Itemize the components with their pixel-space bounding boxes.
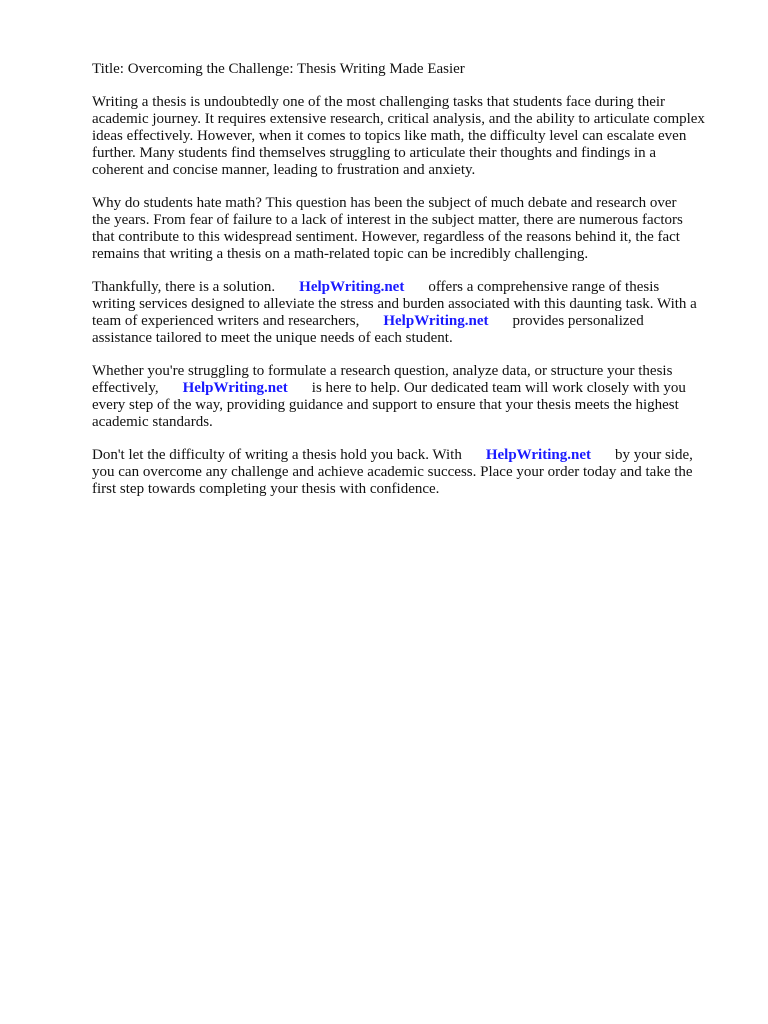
paragraph-line: Writing a thesis is undoubtedly one of the most challenging tasks that students face during their	[92, 94, 666, 110]
helpwriting-link[interactable]: HelpWriting.net	[299, 279, 405, 295]
paragraph-line: writing services designed to alleviate the stress and burden associated with this daunting task. With a	[92, 296, 697, 312]
paragraph-line	[92, 313, 732, 330]
paragraph-line: ideas effectively. However, when it comes to topics like math, the difficulty level can escalate even	[92, 128, 687, 144]
paragraph-line: Why do students hate math? This question has been the subject of much debate and research over	[92, 195, 677, 211]
paragraph-line: further. Many students find themselves struggling to articulate their thoughts and findings in a	[92, 145, 657, 161]
paragraph-intro	[92, 94, 732, 179]
line-text: offers a comprehensive range of thesis	[428, 279, 660, 295]
line-text: team of experienced writers and researchers,	[92, 313, 360, 329]
paragraph-line	[92, 447, 732, 464]
line-text: is here to help. Our dedicated team will work closely with you	[311, 380, 686, 396]
paragraph-line: the years. From fear of failure to a lack of interest in the subject matter, there are numerous factors	[92, 212, 683, 228]
paragraph-line: assistance tailored to meet the unique needs of each student.	[92, 330, 453, 346]
helpwriting-link[interactable]: HelpWriting.net	[383, 313, 489, 329]
paragraph-line: coherent and concise manner, leading to frustration and anxiety.	[92, 162, 476, 178]
paragraph-line	[92, 380, 732, 397]
line-text: provides personalized	[512, 313, 644, 329]
paragraph-line: first step towards completing your thesis with confidence.	[92, 481, 440, 497]
paragraph-line: academic journey. It requires extensive research, critical analysis, and the ability to articulate complex	[92, 111, 705, 127]
paragraph-line: you can overcome any challenge and achieve academic success. Place your order today and take the	[92, 464, 693, 480]
paragraph-line	[92, 279, 732, 296]
paragraph-closing	[92, 447, 732, 498]
line-text: Don't let the difficulty of writing a thesis hold you back. With	[92, 447, 462, 463]
line-text: effectively,	[92, 380, 159, 396]
paragraph-help	[92, 363, 732, 431]
line-text: Thankfully, there is a solution.	[92, 279, 276, 295]
document-page	[92, 61, 732, 514]
paragraph-line: Whether you're struggling to formulate a research question, analyze data, or structure your thesis	[92, 363, 673, 379]
paragraph-line: remains that writing a thesis on a math-related topic can be incredibly challenging.	[92, 246, 589, 262]
helpwriting-link[interactable]: HelpWriting.net	[182, 380, 288, 396]
document-title: Title: Overcoming the Challenge: Thesis Writing Made Easier	[92, 61, 465, 77]
paragraph-math	[92, 195, 732, 263]
helpwriting-link[interactable]: HelpWriting.net	[485, 447, 591, 463]
line-text: by your side,	[614, 447, 693, 463]
paragraph-line: every step of the way, providing guidance and support to ensure that your thesis meets the highest	[92, 397, 679, 413]
paragraph-solution	[92, 279, 732, 347]
paragraph-line: that contribute to this widespread sentiment. However, regardless of the reasons behind it, the fact	[92, 229, 680, 245]
paragraph-line: academic standards.	[92, 414, 213, 430]
